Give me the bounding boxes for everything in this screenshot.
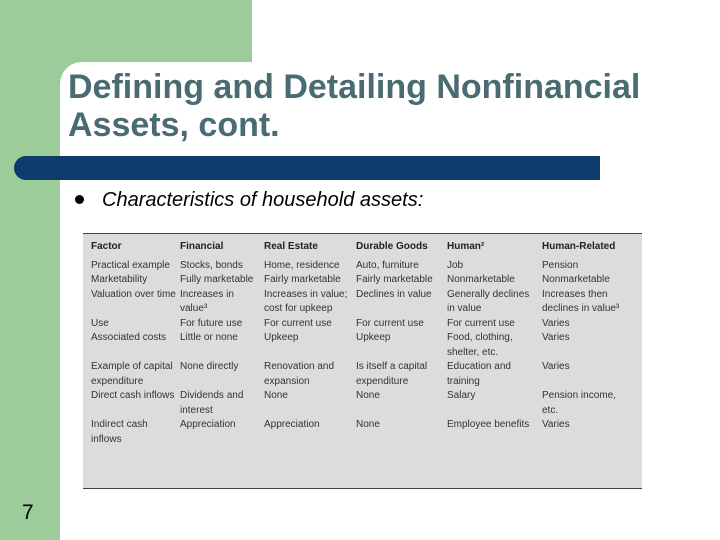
- table-header-row: [89, 240, 635, 259]
- table-cell: Is itself a capital expenditure: [356, 361, 428, 387]
- table-row-factor: Associated costs: [91, 332, 167, 343]
- header-durable-goods: Durable Goods: [356, 241, 428, 252]
- table-row-factor: Use: [91, 317, 109, 329]
- table-cell: Home, residence: [264, 259, 340, 271]
- table-cell: None: [356, 419, 380, 430]
- title-divider-bar: [14, 156, 600, 180]
- table-cell: Appreciation: [180, 419, 236, 430]
- characteristics-table: [89, 240, 635, 447]
- slide-title-line-1: Defining and Detailing Nonfinancial: [68, 68, 641, 106]
- page-number: 7: [22, 501, 34, 524]
- table-cell: Fairly marketable: [264, 274, 341, 285]
- table-cell: Dividends and interest: [180, 390, 244, 416]
- table-cell: Nonmarketable: [542, 274, 610, 285]
- table-row: [89, 317, 635, 332]
- table-cell: Varies: [542, 419, 570, 430]
- header-factor: Factor: [91, 241, 122, 252]
- table-cell: For current use: [264, 317, 332, 329]
- table-cell: Job: [447, 259, 464, 271]
- table-cell: For current use: [447, 317, 515, 329]
- table-row: [89, 331, 635, 360]
- table-cell: Increases in value; cost for upkeep: [264, 288, 348, 314]
- table-cell: For future use: [180, 317, 243, 329]
- table-cell: Upkeep: [264, 332, 299, 343]
- table-row: [89, 288, 635, 317]
- household-assets-table: [83, 233, 642, 489]
- header-human: Human²: [447, 241, 485, 252]
- table-row: [89, 360, 635, 389]
- table-cell: Varies: [542, 317, 570, 329]
- top-accent-block: [60, 0, 252, 62]
- table-cell: Appreciation: [264, 419, 320, 430]
- table-cell: Increases in value³: [180, 288, 234, 314]
- header-real-estate: Real Estate: [264, 241, 318, 252]
- table-row-factor: Practical example: [91, 259, 170, 271]
- table-cell: Stocks, bonds: [180, 259, 243, 271]
- table-cell: Varies: [542, 332, 570, 343]
- table-cell: Generally declines in value: [447, 288, 530, 314]
- bullet-icon: [75, 195, 84, 204]
- table-cell: Renovation and expansion: [264, 361, 335, 387]
- table-cell: Fairly marketable: [356, 274, 433, 285]
- table-row: [89, 389, 635, 418]
- bullet-text: Characteristics of household assets:: [102, 189, 424, 211]
- slide-title: [68, 68, 708, 144]
- table-cell: Varies: [542, 361, 570, 372]
- table-cell: Declines in value: [356, 288, 432, 300]
- table-cell: Pension income, etc.: [542, 390, 616, 416]
- table-cell: Fully marketable: [180, 274, 254, 285]
- table-row-factor: Marketability: [91, 274, 148, 285]
- table-cell: None: [356, 390, 380, 401]
- header-financial: Financial: [180, 241, 224, 252]
- table-cell: Little or none: [180, 332, 238, 343]
- table-cell: Auto, furniture: [356, 259, 419, 271]
- table-row: [89, 418, 635, 447]
- table-cell: For current use: [356, 317, 424, 329]
- table-row-factor: Direct cash inflows: [91, 390, 175, 401]
- table-cell: Salary: [447, 390, 476, 401]
- table-cell: Education and training: [447, 361, 511, 387]
- table-cell: None: [264, 390, 288, 401]
- table-cell: Increases then declines in value³: [542, 288, 620, 314]
- table-cell: Pension: [542, 259, 579, 271]
- table-cell: Food, clothing, shelter, etc.: [447, 332, 513, 358]
- table-row-factor: Valuation over time: [91, 288, 176, 300]
- header-human-related: Human-Related: [542, 241, 616, 252]
- table-cell: Employee benefits: [447, 419, 530, 430]
- table-row: [89, 273, 635, 288]
- left-accent-bar: [0, 0, 60, 540]
- slide-title-line-2: Assets, cont.: [68, 106, 280, 144]
- table-row-factor: Example of capital expenditure: [91, 361, 173, 387]
- table-row-factor: Indirect cash inflows: [91, 419, 148, 445]
- table-cell: Nonmarketable: [447, 274, 515, 285]
- table-cell: None directly: [180, 361, 239, 372]
- table-row: [89, 259, 635, 274]
- table-cell: Upkeep: [356, 332, 391, 343]
